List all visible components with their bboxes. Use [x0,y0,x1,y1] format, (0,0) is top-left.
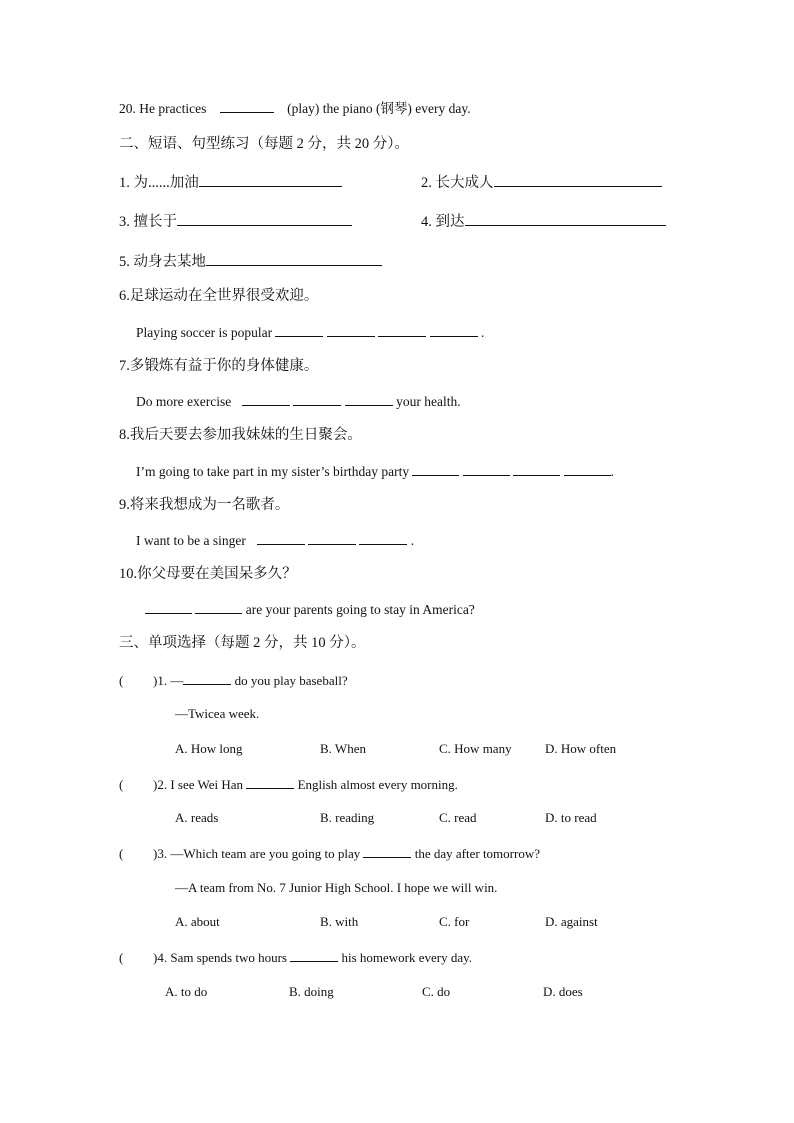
answer-blank[interactable] [195,600,242,614]
answer-blank[interactable] [275,323,323,337]
phrase-item-3 [119,212,352,231]
sentence-end: . [610,464,614,479]
phrase-item-1 [119,173,342,192]
answer-blank[interactable] [378,323,426,337]
phrase-item-5 [119,252,382,271]
sentence-text: I’m going to take part in my sister’s birthday party [136,464,410,479]
answer-blank[interactable] [430,323,478,337]
answer-blank[interactable] [359,531,407,545]
option-c[interactable]: C. do [422,984,451,999]
answer-blank[interactable] [206,252,382,266]
answer-blank[interactable] [345,392,393,406]
section-heading-3: 三、单项选择（每题 2 分，共 10 分）。 [119,635,366,651]
sentence-8-prompt: 8.我后天要去参加我妹妹的生日聚会。 [119,427,362,443]
phrase-number: 4. [421,214,432,230]
question-text: (play) the piano (钢琴) every day. [287,101,471,116]
answer-blank[interactable] [412,462,459,476]
mc-question-4 [119,948,472,967]
sentence-10-answer [145,600,475,619]
phrase-number: 2. [421,175,432,191]
answer-blank[interactable] [463,462,510,476]
answer-blank[interactable] [564,462,611,476]
question-text: He practices [139,101,207,116]
section-heading-2: 二、短语、句型练习（每题 2 分，共 20 分）。 [119,136,409,152]
option-c[interactable]: C. for [439,914,470,929]
sentence-6-prompt: 6.足球运动在全世界很受欢迎。 [119,288,319,304]
question-number: )1. [153,673,168,688]
sentence-end: . [480,325,485,340]
answer-blank[interactable] [513,462,560,476]
sentence-8-answer [136,462,614,481]
sentence-text: Do more exercise [136,394,232,409]
answer-blank[interactable] [293,392,341,406]
answer-blank[interactable] [246,775,294,789]
answer-blank[interactable] [145,600,192,614]
mc-reply-3: —A team from No. 7 Junior High School. I hope we will win. [175,880,498,895]
sentence-7-prompt: 7.多锻炼有益于你的身体健康。 [119,358,319,374]
phrase-text: 动身去某地 [133,254,206,270]
option-b[interactable]: B. doing [289,984,334,999]
phrase-item-4 [421,212,666,231]
question-number: 20. [119,101,136,116]
phrase-number: 3. [119,214,130,230]
answer-paren[interactable]: ( [119,673,124,688]
question-number: )2. [153,777,168,792]
answer-blank[interactable] [290,948,338,962]
sentence-text: I want to be a singer [136,533,246,548]
option-a[interactable]: A. about [175,914,220,929]
answer-blank[interactable] [199,173,342,187]
option-d[interactable]: D. to read [545,810,597,825]
answer-blank[interactable] [494,173,662,187]
sentence-9-prompt: 9.将来我想成为一名歌者。 [119,497,290,513]
option-c[interactable]: C. read [439,810,477,825]
sentence-text: your health. [396,394,461,409]
option-b[interactable]: B. When [320,741,366,756]
answer-blank[interactable] [308,531,356,545]
question-stem: I see Wei Han [170,777,244,792]
mc-question-3 [119,844,540,863]
answer-blank[interactable] [220,99,274,113]
phrase-text: 为......加油 [133,175,199,191]
answer-blank[interactable] [465,212,666,226]
answer-blank[interactable] [257,531,305,545]
answer-blank[interactable] [327,323,375,337]
phrase-text: 长大成人 [435,175,494,191]
phrase-item-2 [421,173,662,192]
answer-paren[interactable]: ( [119,777,124,792]
phrase-number: 5. [119,254,130,270]
sentence-6-answer [136,323,484,342]
sentence-text: are your parents going to stay in America? [245,602,475,617]
option-d[interactable]: D. against [545,914,598,929]
question-stem: — [170,673,184,688]
phrase-number: 1. [119,175,130,191]
option-a[interactable]: A. How long [175,741,243,756]
sentence-end: . [410,533,415,548]
mc-question-2 [119,775,458,794]
option-d[interactable]: D. How often [545,741,617,756]
question-stem: do you play baseball? [234,673,348,688]
answer-paren[interactable]: ( [119,950,124,965]
question-stem: Sam spends two hours [170,950,287,965]
question-stem: the day after tomorrow? [414,846,540,861]
option-c[interactable]: C. How many [439,741,512,756]
option-b[interactable]: B. reading [320,810,375,825]
answer-blank[interactable] [177,212,352,226]
sentence-10-prompt: 10.你父母要在美国呆多久？ [119,566,297,582]
question-number: )3. [153,846,168,861]
mc-reply-1: —Twicea week. [175,706,260,721]
phrase-text: 擅长于 [133,214,177,230]
question-stem: his homework every day. [341,950,473,965]
question-20 [119,99,471,118]
sentence-9-answer [136,531,414,550]
answer-blank[interactable] [242,392,290,406]
answer-paren[interactable]: ( [119,846,124,861]
sentence-text: Playing soccer is popular [136,325,273,340]
sentence-7-answer [136,392,461,411]
mc-question-1 [119,671,348,690]
question-number: )4. [153,950,168,965]
option-a[interactable]: A. reads [175,810,219,825]
option-b[interactable]: B. with [320,914,359,929]
question-stem: English almost every morning. [297,777,458,792]
answer-blank[interactable] [363,844,411,858]
question-stem: —Which team are you going to play [170,846,361,861]
option-d[interactable]: D. does [543,984,583,999]
option-a[interactable]: A. to do [165,984,208,999]
answer-blank[interactable] [183,671,231,685]
phrase-text: 到达 [435,214,465,230]
